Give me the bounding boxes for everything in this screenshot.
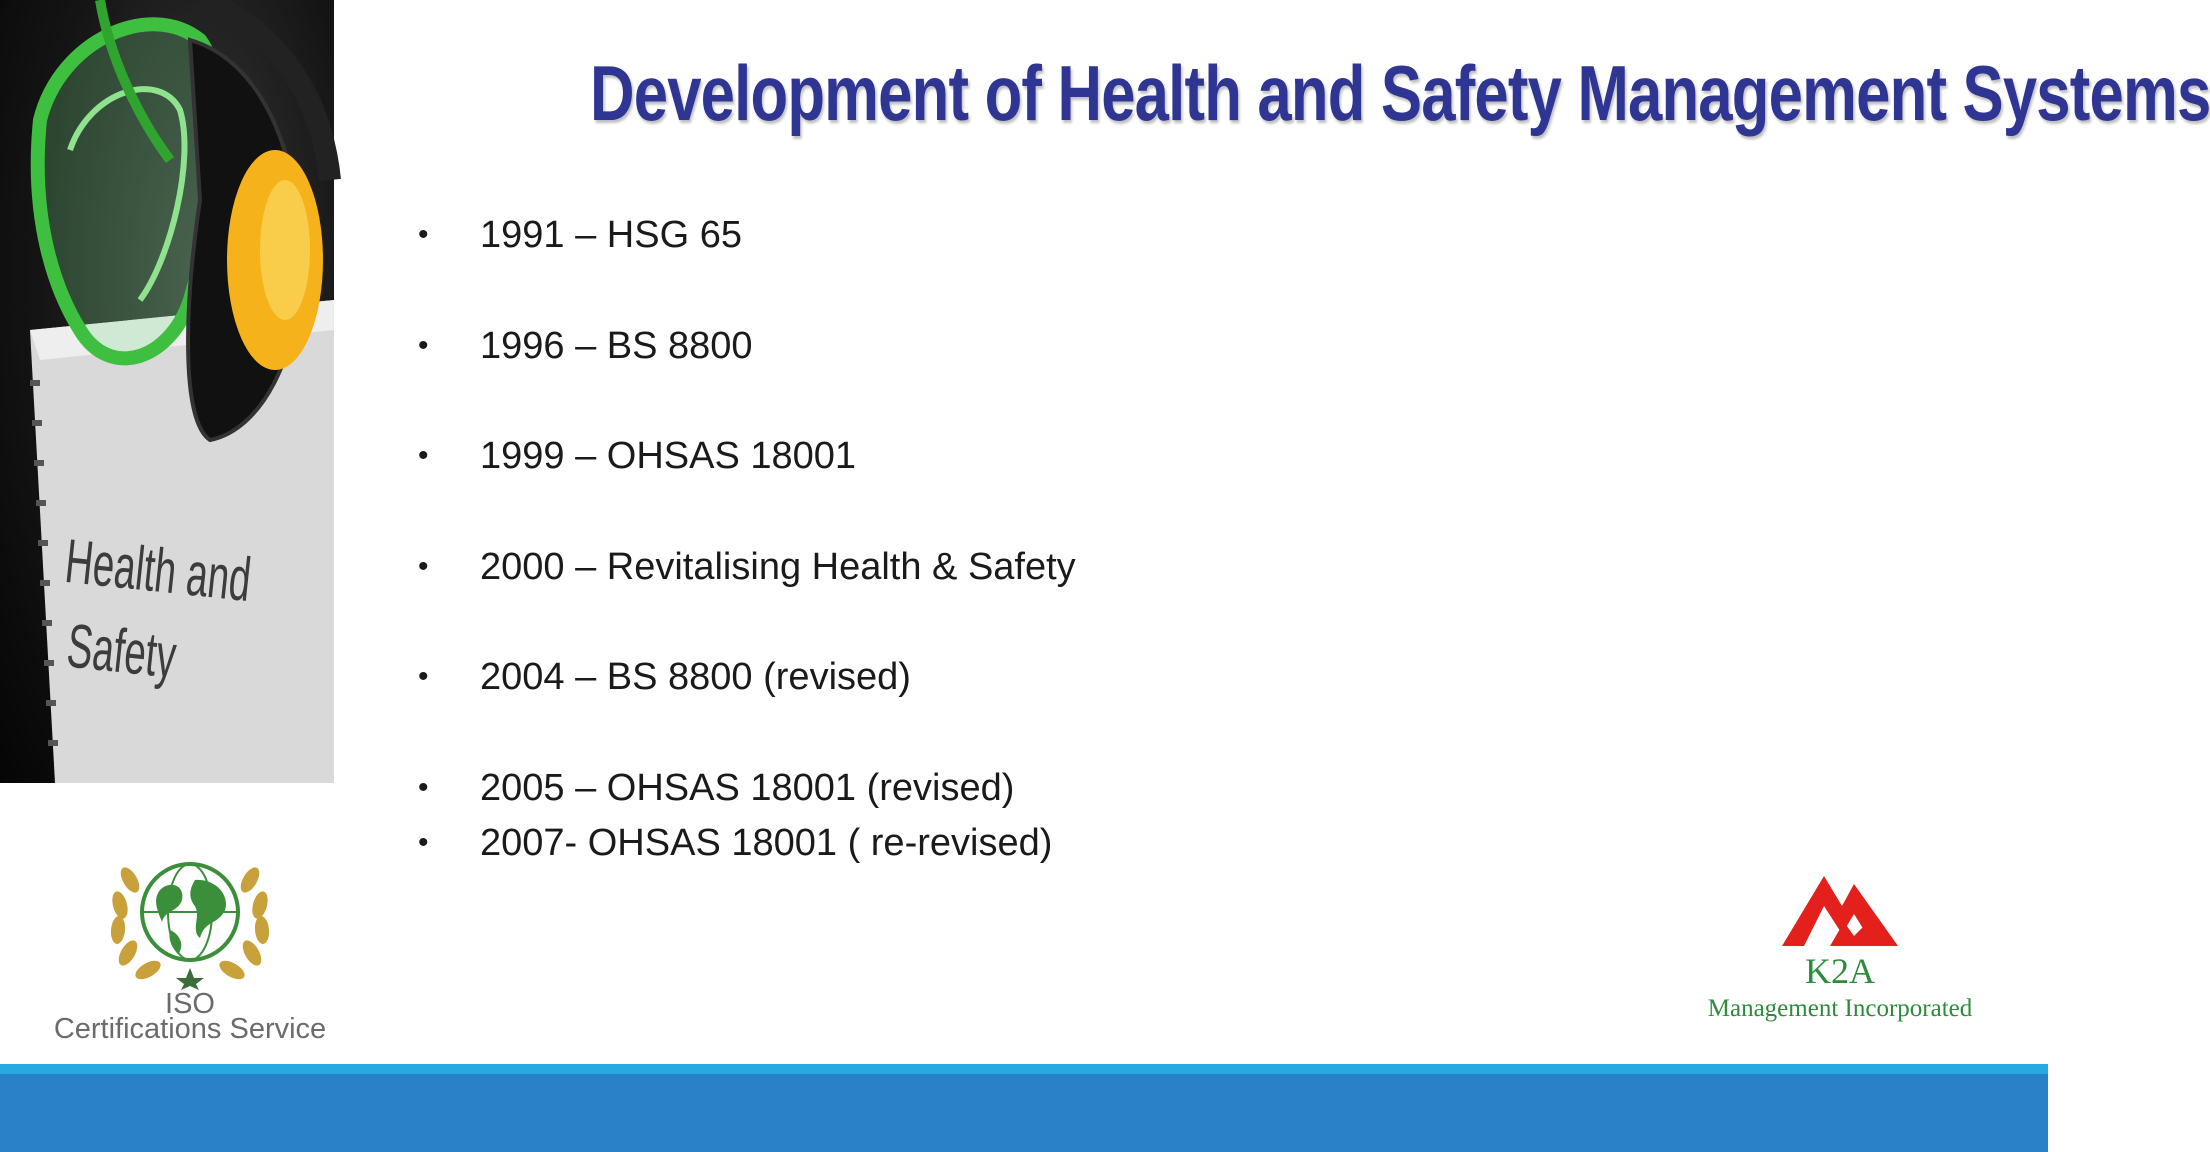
bullet-dot-icon: • [418,439,429,472]
globe-laurel-icon [90,850,290,990]
bullet-dot-icon: • [418,329,429,362]
photo-caption-line1: Health and [62,526,255,616]
bullet-dot-icon: • [418,660,429,693]
health-safety-photo [0,0,334,783]
bullet-item [418,652,1618,702]
footer-accent-stripe [0,1064,2048,1074]
photo-caption-line2: Safety [63,611,180,692]
bullet-item [418,818,1618,868]
bullet-text: 1996 – BS 8800 [480,325,753,367]
bullet-dot-icon: • [418,550,429,583]
bullet-dot-icon: • [418,826,429,859]
mountain-icon [1782,870,1898,946]
bullet-dot-icon: • [418,218,429,251]
bullet-text: 1999 – OHSAS 18001 [480,435,857,477]
iso-logo-line1: ISO [165,988,215,1020]
bullet-item [418,210,1618,260]
bullet-text: 2005 – OHSAS 18001 (revised) [480,767,1015,809]
iso-logo-line2: Certifications Service [53,1013,327,1045]
bullet-text: 2004 – BS 8800 (revised) [480,656,911,698]
footer-bar [0,1074,2048,1152]
k2a-subtitle: Management Incorporated [1707,995,1973,1022]
bullet-item [418,542,1618,592]
bullet-dot-icon: • [418,771,429,804]
bullet-text: 1991 – HSG 65 [480,214,742,256]
iso-certifications-logo [40,850,340,1050]
bullet-item [418,763,1618,813]
k2a-name: K2A [1805,951,1875,991]
bullet-item [418,431,1618,481]
k2a-logo [1680,870,2000,1030]
photo-caption [52,520,255,701]
bullet-text: 2007- OHSAS 18001 ( re-revised) [480,822,1053,864]
slide-title: Development of Health and Safety Management Systems [590,49,2210,137]
bullet-item [418,321,1618,371]
bullet-text: 2000 – Revitalising Health & Safety [480,546,1076,588]
